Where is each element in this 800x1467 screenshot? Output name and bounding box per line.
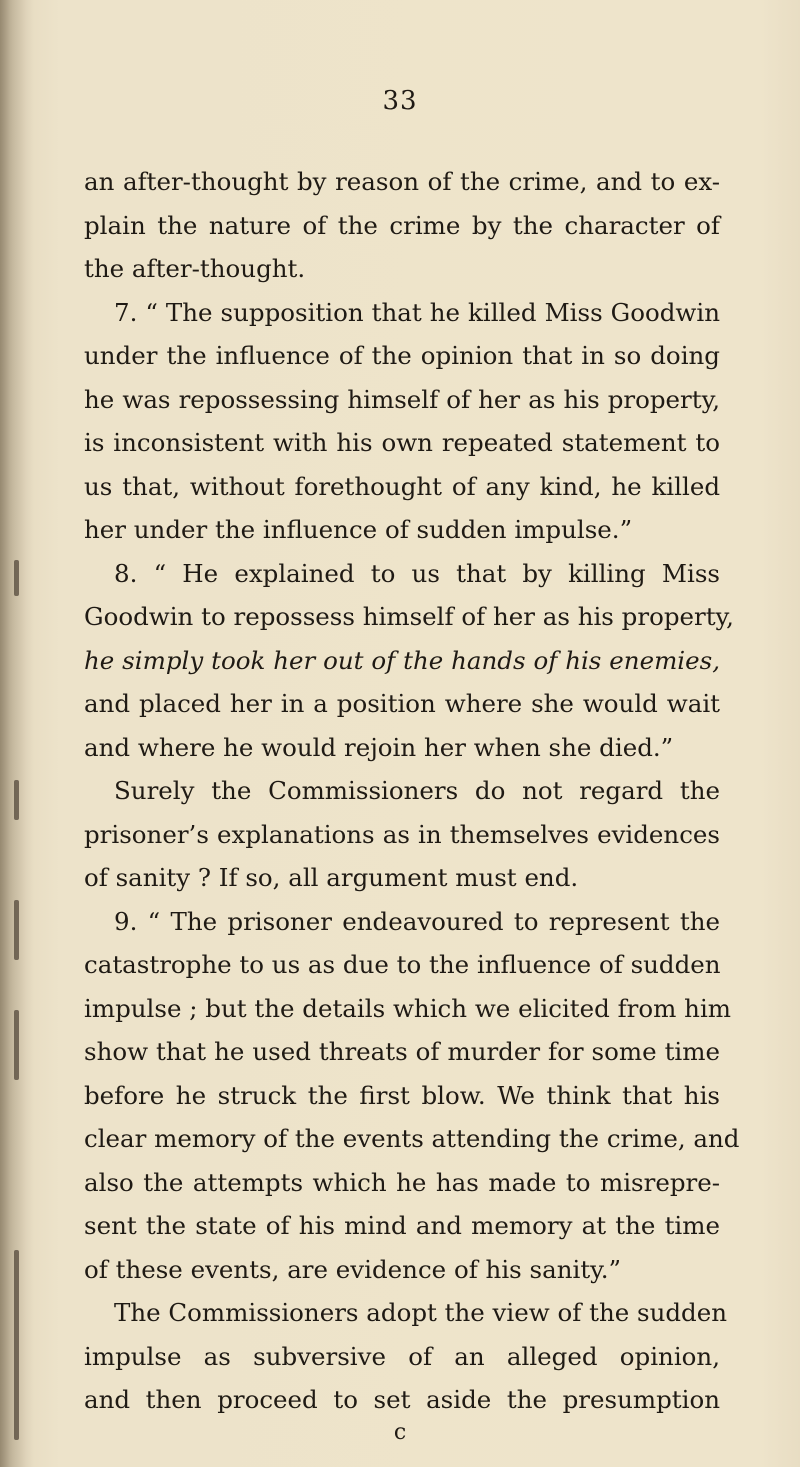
text-line-italic: he simply took her out of the hands of his enemies,	[84, 645, 720, 675]
text-line: Surely the Commissioners do not regard the	[114, 776, 720, 805]
text-line: prisoner’s explanations as in themselves evidences	[84, 819, 720, 849]
text-line: and where he would rejoin her when she died.”	[84, 732, 674, 762]
text-line: The Commissioners adopt the view of the sudden	[114, 1298, 728, 1327]
binding-stitch	[14, 780, 19, 820]
text-line: impulse as subversive of an alleged opinion,	[84, 1341, 720, 1371]
text-line: the after-thought.	[84, 254, 306, 283]
binding-shadow	[0, 0, 34, 1467]
text-line: of sanity ? If so, all argument must end.	[84, 863, 579, 892]
text-line: catastrophe to us as due to the influence of sudden	[84, 950, 721, 979]
text-line: plain the nature of the crime by the character of	[84, 210, 720, 240]
text-line: also the attempts which he has made to misrepre-	[84, 1167, 720, 1197]
binding-stitch	[14, 1250, 19, 1440]
text-line: an after-thought by reason of the crime, and to ex-	[84, 167, 720, 196]
text-line: under the influence of the opinion that in so doing	[84, 341, 720, 370]
binding-stitch	[14, 900, 19, 960]
text-line: sent the state of his mind and memory at the time	[84, 1211, 720, 1240]
signature-mark: c	[393, 1420, 407, 1445]
text-line: of these events, are evidence of his sanity.”	[84, 1254, 622, 1284]
text-line: show that he used threats of murder for some time	[84, 1037, 720, 1066]
text-line: us that, without forethought of any kind, he killed	[84, 471, 720, 501]
text-line: 9. “ The prisoner endeavoured to represent the	[114, 906, 720, 936]
binding-stitch	[14, 560, 19, 596]
text-line: her under the influence of sudden impulse.”	[84, 515, 633, 544]
text-line: is inconsistent with his own repeated statement to	[84, 428, 720, 457]
body-text	[84, 160, 740, 1422]
text-line: 7. “ The supposition that he killed Miss Goodwin	[114, 297, 720, 327]
binding-stitch	[14, 1010, 19, 1080]
page-number: 33	[382, 86, 418, 116]
text-line: and placed her in a position where she would wait	[84, 689, 720, 718]
text-line: 8. “ He explained to us that by killing Miss	[114, 558, 720, 588]
text-line: before he struck the first blow. We think that his	[84, 1080, 720, 1110]
text-line: impulse ; but the details which we elicited from him	[84, 993, 732, 1023]
text-line: he was repossessing himself of her as his property,	[84, 384, 720, 414]
text-line: clear memory of the events attending the crime, and	[84, 1124, 740, 1153]
text-line: and then proceed to set aside the presumption	[84, 1385, 720, 1414]
text-line: Goodwin to repossess himself of her as his property,	[84, 602, 734, 631]
